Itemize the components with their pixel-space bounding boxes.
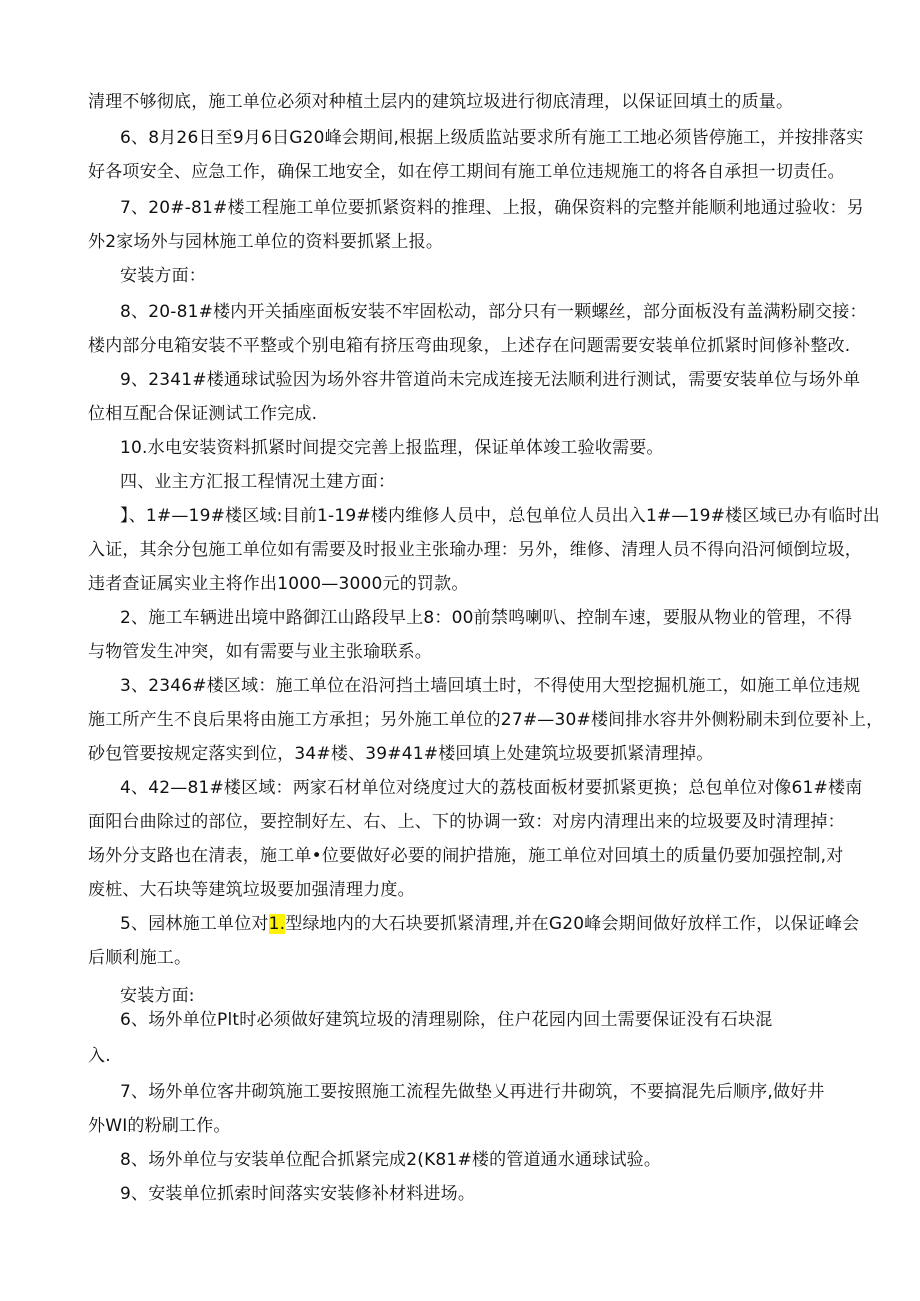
- paragraph-line: 6、场外单位Plt时必须做好建筑垃圾的清理剔除，住户花园内回土需要保证没有石块混: [120, 1010, 773, 1030]
- paragraph-line: 楼内部分电箱安装不平整或个别电箱有挤压弯曲现象，上述存在问题需要安装单位抓紧时间修补整改.: [88, 336, 851, 356]
- paragraph-line: 6、8月26日至9月6日G20峰会期间,根据上级质监站要求所有施工工地必须皆停施工，并按排落实: [120, 128, 864, 148]
- paragraph-line: 场外分支路也在清表，施工单•位要做好必要的闹护措施，施工单位对回填土的质量仍要加强控制,对: [88, 846, 844, 866]
- section-heading: 安装方面:: [120, 986, 195, 1006]
- paragraph-line: 8、20-81#楼内开关插座面板安装不牢固松动，部分只有一颗螺丝，部分面板没有盖满粉刷交接：: [120, 302, 867, 322]
- paragraph-line: 2、施工车辆进出境中路御江山路段早上8：00前禁鸣喇叭、控制车速，要服从物业的管理，不得: [120, 608, 853, 628]
- paragraph-line: 清理不够彻底，施工单位必须对种植土层内的建筑垃圾进行彻底清理，以保证回填土的质量。: [88, 92, 794, 112]
- paragraph-line: 9、安装单位抓索时间落实安装修补材料进场。: [120, 1184, 476, 1204]
- section-heading: 安装方面：: [120, 266, 206, 286]
- paragraph-line: 好各项安全、应急工作，确保工地安全，如在停工期间有施工单位违规施工的将各自承担一切责任。: [88, 162, 845, 182]
- paragraph-line: 与物管发生冲突，如有需要与业主张瑜联系。: [88, 642, 432, 662]
- paragraph-line: 】、1#—19#楼区域:目前1-19#楼内维修人员中，总包单位人员出入1#—19#楼区域已办有临时出: [120, 506, 880, 526]
- paragraph-line: 面阳台曲除过的部位，要控制好左、右、上、下的协调一致：对房内清理出来的垃圾要及时清理掉：: [88, 812, 845, 832]
- paragraph-line: 入证，其余分包施工单位如有需要及时报业主张瑜办理：另外，维修、清理人员不得向沿河倾倒垃圾，: [88, 540, 862, 560]
- paragraph-line: [120, 914, 859, 934]
- highlighted-text: 1.: [268, 914, 286, 934]
- paragraph-line: 10.水电安装资料抓紧时间提交完善上报监理，保证单体竣工验收需要。: [120, 438, 664, 458]
- paragraph-line: 入.: [88, 1046, 111, 1066]
- paragraph-line: 违者查证属实业主将作出1000—3000元的罚款。: [88, 574, 469, 594]
- paragraph-line: 8、场外单位与安装单位配合抓紧完成2(K81#楼的管道通水通球试验。: [120, 1150, 662, 1170]
- paragraph-line: 7、20#-81#楼工程施工单位要抓紧资料的推理、上报，确保资料的完整并能顺利地通过验收：另: [120, 198, 864, 218]
- paragraph-line: 7、场外单位客井砌筑施工要按照施工流程先做垫乂再进行井砌筑，不要搞混先后顺序,做好井: [120, 1082, 825, 1102]
- paragraph-line: 4、42—81#楼区域：两家石材单位对绕度过大的荔枝面板材要抓紧更换；总包单位对像61#楼南: [120, 778, 863, 798]
- paragraph-line: 施工所产生不良后果将由施工方承担；另外施工单位的27#—30#楼间排水容井外侧粉刷未到位要补上，: [88, 710, 884, 730]
- text-run: 型绿地内的大石块要抓紧清理,并在G20峰会期间做好放样工作，以保证峰会: [285, 914, 860, 934]
- paragraph-line: 后顺利施工。: [88, 948, 192, 968]
- paragraph-line: 位相互配合保证测试工作完成.: [88, 404, 318, 424]
- text-run: 5、园林施工单位对: [120, 914, 269, 934]
- paragraph-line: 9、2341#楼通球试验因为场外容井管道尚未完成连接无法顺利进行测试，需要安装单位与场外单: [120, 370, 861, 390]
- section-heading: 四、业主方汇报工程情况土建方面：: [120, 472, 396, 492]
- paragraph-line: 砂包管要按规定落实到位，34#楼、39#41#楼回填上处建筑垃圾要抓紧清理掉。: [88, 744, 714, 764]
- paragraph-line: 外WI的粉刷工作。: [88, 1116, 231, 1136]
- paragraph-line: 3、2346#楼区域：施工单位在沿河挡土墙回填土时，不得使用大型挖掘机施工，如施工单位违规: [120, 676, 861, 696]
- paragraph-line: 废桩、大石块等建筑垃圾要加强清理力度。: [88, 880, 415, 900]
- paragraph-line: 外2家场外与园林施工单位的资料要抓紧上报。: [88, 232, 444, 252]
